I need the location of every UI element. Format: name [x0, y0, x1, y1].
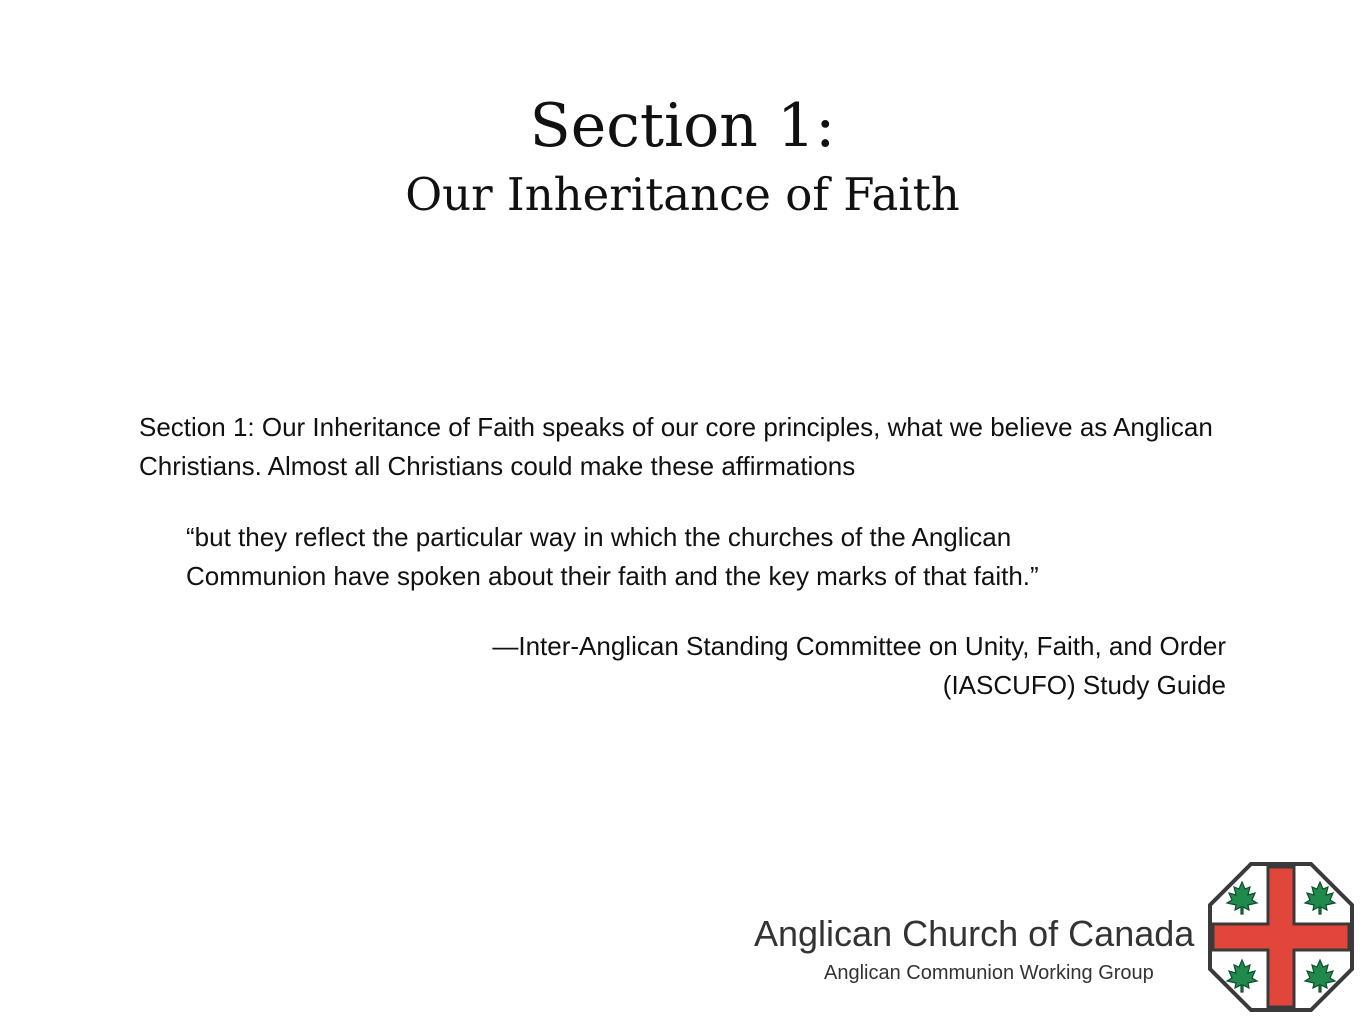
- anglican-church-logo: [750, 862, 1355, 1014]
- logo-working-group-name: Anglican Communion Working Group: [824, 962, 1154, 984]
- slide-title: Section 1:: [529, 91, 836, 161]
- attribution-line-1: —Inter-Anglican Standing Committee on Unity, Faith, and Order: [492, 631, 1226, 661]
- logo-organization-name: Anglican Church of Canada: [754, 913, 1195, 954]
- quotation-attribution: [326, 627, 1226, 705]
- quotation-line-2: Communion have spoken about their faith and the key marks of that faith.”: [186, 561, 1039, 591]
- maple-leaf-cross-icon: [1208, 862, 1354, 1012]
- body-paragraph: Section 1: Our Inheritance of Faith speaks of our core principles, what we believe as Anglican Christians. Almost all Christians could make these affirmations: [139, 412, 1213, 481]
- quotation-line-1: “but they reflect the particular way in which the churches of the Anglican: [186, 522, 1012, 552]
- attribution-line-2: (IASCUFO) Study Guide: [942, 670, 1226, 700]
- slide-subtitle: Our Inheritance of Faith: [405, 168, 960, 221]
- quotation: [186, 518, 1246, 596]
